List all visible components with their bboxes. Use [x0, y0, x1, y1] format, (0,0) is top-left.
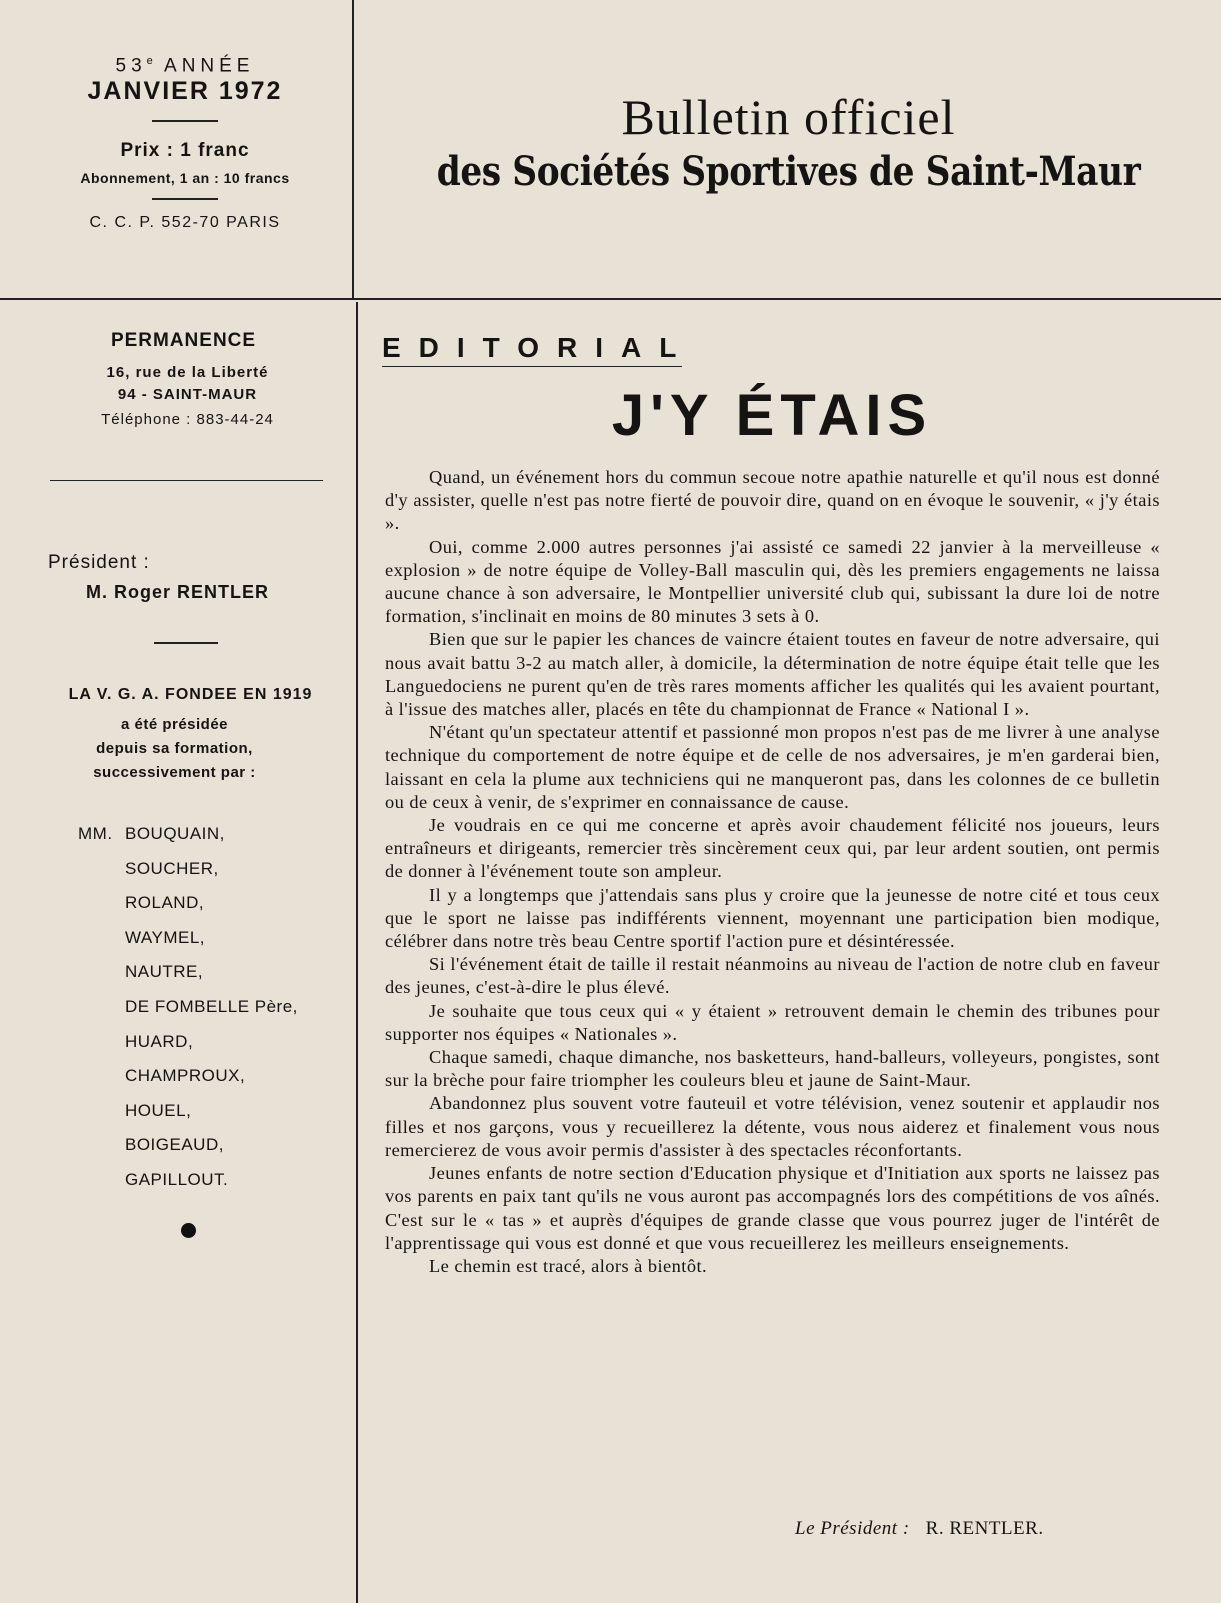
article-paragraph: Je voudrais en ce qui me concerne et après avoir chaudement félicité nos joueurs, leurs entraîneurs et dirigeants, remercier très sincèrement ceux qui, par leur ardent soutien, ont permis de donner à l'événement toute son ampleur. — [385, 815, 1160, 882]
issue-price: Prix : 1 franc — [120, 140, 250, 162]
vga-line: depuis sa formation, — [96, 740, 253, 757]
list-item: BOUQUAIN, — [125, 824, 225, 843]
article-paragraph: Je souhaite que tous ceux qui « y étaient » retrouvent demain le chemin des tribunes pour supporter nos équipes « Nationales ». — [385, 1000, 1160, 1044]
article-paragraph: Abandonnez plus souvent votre fauteuil et votre télévision, venez soutenir et applaudir nos filles et nos garçons, vous y recueillerez la détente, vous nous aiderez et finalement vous nous remercierez de vous avoir permis d'assister à des spectacles réconfortants. — [385, 1093, 1160, 1160]
article-paragraph: Chaque samedi, chaque dimanche, nos basketteurs, hand-balleurs, volleyeurs, pongistes, sont sur la brèche pour faire triompher les couleurs bleu et jaune de Saint-Maur. — [385, 1047, 1160, 1091]
signature-name: R. RENTLER. — [925, 1518, 1044, 1539]
vga-text — [4, 713, 345, 785]
list-item: WAYMEL, — [125, 928, 206, 947]
list-item: CHAMPROUX, — [125, 1066, 246, 1085]
vertical-divider-bottom — [356, 302, 358, 1603]
vga-heading: LA V. G. A. FONDEE EN 1919 — [68, 686, 313, 703]
editorial-headline: J'Y ÉTAIS — [611, 383, 933, 448]
list-item: SOUCHER, — [125, 859, 219, 878]
bullet-ornament — [181, 1223, 196, 1238]
article-paragraph: Quand, un événement hors du commun secoue notre apathie naturelle et qu'il nous est donné d'y assister, quelle n'est pas notre fierté de pouvoir dire, quand on en évoque le souvenir, « j'y étais ». — [385, 467, 1160, 534]
list-item: BOIGEAUD, — [125, 1135, 224, 1154]
vga-line: a été présidée — [120, 716, 229, 733]
masthead-subtitle: des Sociétés Sportives de Saint-Maur — [436, 148, 1141, 195]
names-prefix: MM. — [78, 824, 113, 843]
permanence-heading: PERMANENCE — [110, 330, 257, 351]
info-divider — [152, 120, 218, 122]
article-paragraph: Il y a longtemps que j'attendais sans plus y croire que la jeunesse de notre cité et tous ceux que le sport ne laisse pas indifférents viennent, moyennant une participation bien modique, célébrer dans notre très beau Centre sportif l'action pure et désintéressée. — [385, 884, 1160, 952]
sidebar-divider — [50, 480, 323, 481]
president-label: Président : — [48, 552, 150, 573]
horizontal-divider — [0, 298, 1221, 300]
editorial-label: EDITORIAL — [382, 332, 695, 363]
sidebar-divider-short — [154, 642, 218, 644]
article-paragraph: Oui, comme 2.000 autres personnes j'ai assisté ce samedi 22 janvier à la merveilleuse « explosion » de notre équipe de Volley-Ball masculin qui, dès les premiers engagements ne laissa aucune chance à son adversaire, le Montpellier université club qui, subissant la dure loi de notre formation, s'inclinait en moins de 80 minutes 3 sets à 0. — [385, 536, 1160, 627]
masthead — [356, 88, 1221, 195]
list-item: ROLAND, — [125, 893, 205, 912]
article-paragraph: Bien que sur le papier les chances de vaincre étaient toutes en faveur de notre adversaire, qui nous avait battu 3-2 au match aller, à domicile, la détermination de notre équipe était telle que les Languedociens ne purent qu'en de très rares moments afficher les qualités qui les avaient pourtant, à l'issue des matches aller, placés en tête du championnat de France « National I ». — [385, 629, 1160, 720]
permanence-phone: Téléphone : 883-44-24 — [101, 411, 274, 428]
vertical-divider-top — [352, 0, 354, 298]
signature — [795, 1518, 1044, 1540]
issue-month: JANVIER 1972 — [87, 77, 283, 106]
permanence-city: 94 - SAINT-MAUR — [117, 386, 258, 403]
editorial-underline — [382, 366, 682, 367]
issue-info-box — [30, 55, 340, 232]
subscription-price: Abonnement, 1 an : 10 francs — [80, 170, 290, 187]
issue-year — [30, 55, 340, 77]
article-paragraph: N'étant qu'un spectateur attentif et passionné mon propos n'est pas de me livrer à une analyse technique du comportement de notre équipe et de celle de nos adversaires, je m'en garderai bien, laissant en cela la plume aux techniciens qui ne manqueront pas, dans les colonnes de ce bulletin ou de ceux à venir, de s'exprimer en connaissance de cause. — [385, 722, 1160, 812]
article-paragraph: Si l'événement était de taille il restait néanmoins au niveau de l'action de notre club en faveur des jeunes, c'est-à-dire le plus élevé. — [385, 954, 1160, 998]
article-paragraph: Jeunes enfants de notre section d'Education physique et d'Initiation aux sports ne laissez pas vos parents en paix tant qu'ils ne vous auront pas accompagnés lors des compétitions de vos aînés. C'est sur le « tas » et auprès d'équipes de grande classe que vous pourrez juger de l'intérêt de l'apprentissage qui vous est donné et que vous recueillerez les meilleurs enseignements. — [385, 1163, 1160, 1253]
vga-line: successivement par : — [93, 764, 256, 781]
list-item: GAPILLOUT. — [125, 1170, 229, 1189]
sidebar — [30, 330, 345, 1189]
list-item: DE FOMBELLE Père, — [125, 997, 298, 1016]
year-number: 53 — [115, 55, 147, 77]
year-suffix: e — [146, 55, 155, 67]
permanence-address: 16, rue de la Liberté — [106, 364, 269, 381]
signature-role: Le Président : — [795, 1518, 910, 1539]
list-item: NAUTRE, — [125, 962, 204, 981]
editorial-body — [385, 466, 1160, 1278]
list-item: HUARD, — [125, 1032, 194, 1051]
year-word: ANNÉE — [164, 55, 255, 77]
permanence-block — [30, 330, 345, 428]
vga-block — [30, 686, 345, 785]
article-paragraph: Le chemin est tracé, alors à bientôt. — [429, 1255, 708, 1276]
ccp-account: C. C. P. 552-70 PARIS — [89, 214, 281, 232]
info-divider-2 — [152, 198, 218, 200]
list-item: HOUEL, — [125, 1101, 192, 1120]
president-name: M. Roger RENTLER — [86, 582, 270, 602]
masthead-title: Bulletin officiel — [621, 89, 956, 145]
